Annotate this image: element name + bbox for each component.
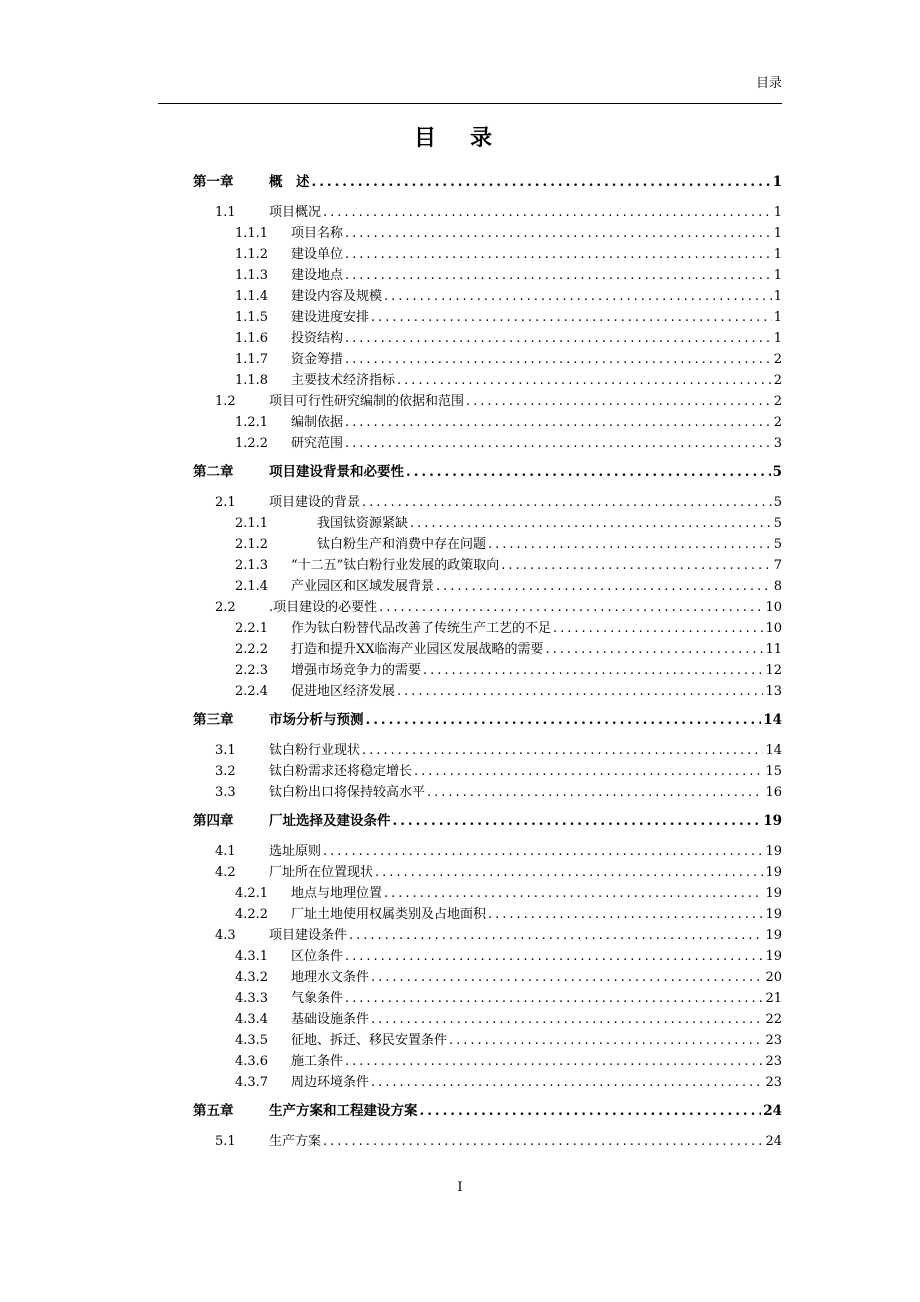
dot-leader xyxy=(466,391,772,412)
dot-leader xyxy=(397,370,772,391)
toc-entry-label: 厂址土地使用权属类别及占地面积 xyxy=(291,907,487,922)
toc-entry-page: 1 xyxy=(772,174,782,190)
dot-leader xyxy=(345,1051,763,1072)
dot-leader xyxy=(371,307,772,328)
toc-entry-number: 4.1 xyxy=(215,844,236,859)
toc-entry[interactable] xyxy=(193,618,782,639)
toc-entry-number: 5.1 xyxy=(215,1134,236,1149)
toc-entry-page: 19 xyxy=(765,844,782,859)
toc-entry-label: 投资结构 xyxy=(291,331,344,346)
toc-entry-label: 资金筹措 xyxy=(291,352,344,367)
toc-entry-number: 3.3 xyxy=(215,785,236,800)
dot-leader xyxy=(384,883,763,904)
toc-entry-number: 2.1.4 xyxy=(235,579,269,594)
dot-leader xyxy=(393,811,762,832)
toc-entry-page: 1 xyxy=(773,247,782,262)
toc-entry-label: “十二五”钛白粉行业发展的政策取向 xyxy=(291,558,500,573)
toc-entry-label: 项目名称 xyxy=(291,226,344,241)
toc-entry-number: 1.1.4 xyxy=(235,289,269,304)
toc-entry-page: 10 xyxy=(765,600,782,615)
toc-entry[interactable] xyxy=(193,710,782,731)
toc-entry-page: 1 xyxy=(773,331,782,346)
toc-entry-page: 22 xyxy=(765,1012,782,1027)
toc-entry[interactable] xyxy=(193,639,782,660)
toc-entry-page: 2 xyxy=(773,394,782,409)
toc-entry-number: 2.2.3 xyxy=(235,663,269,678)
dot-leader xyxy=(501,555,771,576)
dot-leader xyxy=(362,740,763,761)
dot-leader xyxy=(371,1009,763,1030)
dot-leader xyxy=(312,172,771,193)
toc-entry[interactable] xyxy=(193,286,782,307)
toc-entry[interactable] xyxy=(193,925,782,946)
dot-leader xyxy=(384,286,772,307)
toc-entry[interactable] xyxy=(193,988,782,1009)
dot-leader xyxy=(427,782,763,803)
toc-entry-page: 13 xyxy=(765,684,782,699)
toc-entry-page: 1 xyxy=(773,289,782,304)
toc-entry[interactable] xyxy=(193,370,782,391)
toc-entry-page: 21 xyxy=(765,991,782,1006)
toc-entry[interactable] xyxy=(193,660,782,681)
toc-entry[interactable] xyxy=(193,1101,782,1122)
toc-entry-page: 16 xyxy=(765,785,782,800)
dot-leader xyxy=(397,681,763,702)
toc-entry-label: 项目建设的背景 xyxy=(269,495,361,510)
dot-leader xyxy=(414,761,763,782)
toc-entry-page: 19 xyxy=(765,886,782,901)
toc-entry[interactable] xyxy=(193,1131,782,1152)
toc-entry-number: 4.2 xyxy=(215,865,236,880)
toc-entry-number: 2.2.4 xyxy=(235,684,269,699)
toc-entry-label: 钛白粉生产和消费中存在问题 xyxy=(291,537,487,552)
dot-leader xyxy=(546,639,764,660)
toc-entry-label: 气象条件 xyxy=(291,991,344,1006)
toc-entry-label: 区位条件 xyxy=(291,949,344,964)
toc-entry[interactable] xyxy=(193,576,782,597)
toc-entry[interactable] xyxy=(193,433,782,454)
toc-entry-number: 第一章 xyxy=(193,174,234,190)
dot-leader xyxy=(345,988,763,1009)
toc-entry-page: 24 xyxy=(765,1134,782,1149)
toc-entry-label: 厂址选择及建设条件 xyxy=(269,813,391,829)
toc-entry-number: 2.1.2 xyxy=(235,537,269,552)
dot-leader xyxy=(379,597,763,618)
toc-entry-label: 市场分析与预测 xyxy=(269,712,364,728)
toc-entry-page: 7 xyxy=(773,558,782,573)
toc-entry-label: 征地、拆迁、移民安置条件 xyxy=(291,1033,448,1048)
toc-entry-number: 1.1.5 xyxy=(235,310,269,325)
toc-entry-label: 促进地区经济发展 xyxy=(291,684,396,699)
toc-entry-page: 1 xyxy=(773,310,782,325)
dot-leader xyxy=(345,328,772,349)
toc-entry[interactable] xyxy=(193,412,782,433)
toc-entry[interactable] xyxy=(193,172,782,193)
page-number: I xyxy=(457,1180,463,1195)
dot-leader xyxy=(410,513,772,534)
toc-entry-page: 1 xyxy=(773,268,782,283)
toc-entry-number: 第三章 xyxy=(193,712,234,728)
toc-entry-label: 钛白粉行业现状 xyxy=(269,743,361,758)
toc-entry-label: 钛白粉出口将保持较高水平 xyxy=(269,785,426,800)
toc-entry-number: 1.2 xyxy=(215,394,236,409)
toc-entry-label: 项目建设条件 xyxy=(269,928,348,943)
dot-leader xyxy=(406,462,771,483)
toc-entry-number: 第二章 xyxy=(193,464,234,480)
dot-leader xyxy=(345,433,772,454)
dot-leader xyxy=(488,904,763,925)
toc-entry-page: 12 xyxy=(765,663,782,678)
dot-leader xyxy=(345,946,763,967)
toc-entry-page: 14 xyxy=(765,743,782,758)
toc-entry[interactable] xyxy=(193,223,782,244)
toc-entry-number: 2.1 xyxy=(215,495,236,510)
dot-leader xyxy=(375,862,763,883)
toc-entry[interactable] xyxy=(193,244,782,265)
toc-entry-label: 打造和提升XX临海产业园区发展战略的需要 xyxy=(291,642,544,657)
toc-entry-label: 编制依据 xyxy=(291,415,344,430)
table-of-contents xyxy=(193,172,782,1152)
toc-entry[interactable] xyxy=(193,811,782,832)
dot-leader xyxy=(371,967,763,988)
toc-entry-page: 19 xyxy=(765,928,782,943)
toc-entry-page: 5 xyxy=(773,516,782,531)
toc-entry-label: 生产方案 xyxy=(269,1134,322,1149)
toc-entry-number: 4.3.4 xyxy=(235,1012,269,1027)
toc-entry[interactable] xyxy=(193,1051,782,1072)
toc-entry-label: 钛白粉需求还将稳定增长 xyxy=(269,764,413,779)
toc-entry-page: 10 xyxy=(765,621,782,636)
toc-entry-page: 23 xyxy=(765,1075,782,1090)
toc-entry-number: 2.2 xyxy=(215,600,236,615)
toc-entry-number: 4.2.2 xyxy=(235,907,269,922)
dot-leader xyxy=(423,660,763,681)
toc-entry-number: 1.2.1 xyxy=(235,415,269,430)
toc-entry-label: 选址原则 xyxy=(269,844,322,859)
dot-leader xyxy=(420,1101,762,1122)
toc-entry[interactable] xyxy=(193,391,782,412)
toc-entry-page: 5 xyxy=(772,464,782,480)
toc-entry[interactable] xyxy=(193,761,782,782)
toc-entry[interactable] xyxy=(193,1072,782,1093)
toc-entry[interactable] xyxy=(193,202,782,223)
dot-leader xyxy=(345,223,772,244)
toc-entry-number: 4.3.2 xyxy=(235,970,269,985)
toc-entry-page: 19 xyxy=(765,907,782,922)
toc-entry-label: 厂址所在位置现状 xyxy=(269,865,374,880)
toc-entry-page: 8 xyxy=(773,579,782,594)
dot-leader xyxy=(349,925,763,946)
toc-entry-label: 基础设施条件 xyxy=(291,1012,370,1027)
toc-entry[interactable] xyxy=(193,462,782,483)
toc-entry[interactable] xyxy=(193,740,782,761)
toc-entry-number: 1.1.8 xyxy=(235,373,269,388)
toc-entry[interactable] xyxy=(193,349,782,370)
toc-entry-number: 1.1.6 xyxy=(235,331,269,346)
toc-entry-number: 3.1 xyxy=(215,743,236,758)
toc-entry-page: 23 xyxy=(765,1033,782,1048)
toc-entry-page: 3 xyxy=(773,436,782,451)
dot-leader xyxy=(345,244,772,265)
toc-entry-number: 1.2.2 xyxy=(235,436,269,451)
toc-entry-label: 建设内容及规模 xyxy=(291,289,383,304)
dot-leader xyxy=(371,1072,763,1093)
dot-leader xyxy=(362,492,772,513)
toc-title: 目录 xyxy=(413,125,526,151)
toc-entry-page: 1 xyxy=(773,226,782,241)
toc-entry-page: 20 xyxy=(765,970,782,985)
toc-entry-label: 项目可行性研究编制的依据和范围 xyxy=(269,394,465,409)
toc-entry[interactable] xyxy=(193,862,782,883)
toc-entry-page: 11 xyxy=(765,642,782,657)
toc-entry[interactable] xyxy=(193,681,782,702)
toc-entry[interactable] xyxy=(193,534,782,555)
toc-entry-number: 2.2.1 xyxy=(235,621,269,636)
toc-entry[interactable] xyxy=(193,841,782,862)
toc-entry-number: 第四章 xyxy=(193,813,234,829)
toc-entry[interactable] xyxy=(193,967,782,988)
toc-entry-label: 建设进度安排 xyxy=(291,310,370,325)
toc-entry[interactable] xyxy=(193,883,782,904)
toc-entry-page: 5 xyxy=(773,495,782,510)
toc-entry-page: 2 xyxy=(773,373,782,388)
toc-entry-label: 增强市场竞争力的需要 xyxy=(291,663,422,678)
toc-entry-page: 15 xyxy=(765,764,782,779)
toc-entry-number: 1.1.1 xyxy=(235,226,269,241)
toc-entry-label: .项目建设的必要性 xyxy=(269,600,378,615)
toc-entry[interactable] xyxy=(193,307,782,328)
toc-entry-page: 1 xyxy=(773,205,782,220)
toc-entry-label: 产业园区和区域发展背景 xyxy=(291,579,435,594)
toc-entry[interactable] xyxy=(193,513,782,534)
toc-entry-label: 项目建设背景和必要性 xyxy=(269,464,404,480)
toc-entry-page: 2 xyxy=(773,352,782,367)
dot-leader xyxy=(366,710,762,731)
toc-entry-label: 施工条件 xyxy=(291,1054,344,1069)
dot-leader xyxy=(345,412,772,433)
dot-leader xyxy=(449,1030,763,1051)
toc-entry-number: 4.3.1 xyxy=(235,949,269,964)
toc-entry-label: 主要技术经济指标 xyxy=(291,373,396,388)
toc-entry-label: 周边环境条件 xyxy=(291,1075,370,1090)
running-header: 目录 xyxy=(755,76,782,91)
toc-entry-page: 19 xyxy=(765,949,782,964)
toc-entry-page: 14 xyxy=(763,712,782,728)
toc-entry-label: 建设地点 xyxy=(291,268,344,283)
toc-entry-page: 5 xyxy=(773,537,782,552)
toc-entry-number: 4.3.7 xyxy=(235,1075,269,1090)
toc-entry-number: 4.3 xyxy=(215,928,236,943)
toc-entry-label: 生产方案和工程建设方案 xyxy=(269,1103,418,1119)
toc-entry[interactable] xyxy=(193,555,782,576)
toc-entry-page: 19 xyxy=(763,813,782,829)
toc-entry[interactable] xyxy=(193,1030,782,1051)
toc-entry[interactable] xyxy=(193,782,782,803)
toc-entry-number: 1.1.2 xyxy=(235,247,269,262)
toc-entry-page: 19 xyxy=(765,865,782,880)
toc-entry-label: 我国钛资源紧缺 xyxy=(291,516,409,531)
toc-entry-number: 4.3.3 xyxy=(235,991,269,1006)
toc-entry-label: 作为钛白粉替代品改善了传统生产工艺的不足 xyxy=(291,621,552,636)
header-rule xyxy=(158,103,782,104)
toc-entry[interactable] xyxy=(193,265,782,286)
toc-entry-label: 地点与地理位置 xyxy=(291,886,383,901)
dot-leader xyxy=(345,265,772,286)
toc-entry[interactable] xyxy=(193,904,782,925)
toc-entry-number: 4.3.5 xyxy=(235,1033,269,1048)
toc-entry[interactable] xyxy=(193,328,782,349)
toc-entry-label: 概 述 xyxy=(269,174,310,190)
toc-entry-page: 2 xyxy=(773,415,782,430)
dot-leader xyxy=(488,534,772,555)
toc-entry-number: 4.2.1 xyxy=(235,886,269,901)
toc-entry-label: 建设单位 xyxy=(291,247,344,262)
toc-entry[interactable] xyxy=(193,946,782,967)
toc-entry-number: 2.2.2 xyxy=(235,642,269,657)
toc-entry[interactable] xyxy=(193,597,782,618)
toc-entry-page: 24 xyxy=(763,1103,782,1119)
toc-entry-label: 项目概况 xyxy=(269,205,322,220)
toc-entry-label: 地理水文条件 xyxy=(291,970,370,985)
toc-entry-number: 4.3.6 xyxy=(235,1054,269,1069)
dot-leader xyxy=(553,618,763,639)
toc-entry[interactable] xyxy=(193,492,782,513)
dot-leader xyxy=(436,576,772,597)
toc-entry-number: 1.1.7 xyxy=(235,352,269,367)
toc-entry-number: 3.2 xyxy=(215,764,236,779)
toc-entry-page: 23 xyxy=(765,1054,782,1069)
toc-entry[interactable] xyxy=(193,1009,782,1030)
toc-entry-number: 第五章 xyxy=(193,1103,234,1119)
dot-leader xyxy=(323,202,772,223)
toc-entry-number: 1.1 xyxy=(215,205,236,220)
toc-entry-number: 1.1.3 xyxy=(235,268,269,283)
toc-entry-number: 2.1.1 xyxy=(235,516,269,531)
toc-entry-label: 研究范围 xyxy=(291,436,344,451)
dot-leader xyxy=(323,841,763,862)
dot-leader xyxy=(323,1131,763,1152)
dot-leader xyxy=(345,349,772,370)
toc-entry-number: 2.1.3 xyxy=(235,558,269,573)
